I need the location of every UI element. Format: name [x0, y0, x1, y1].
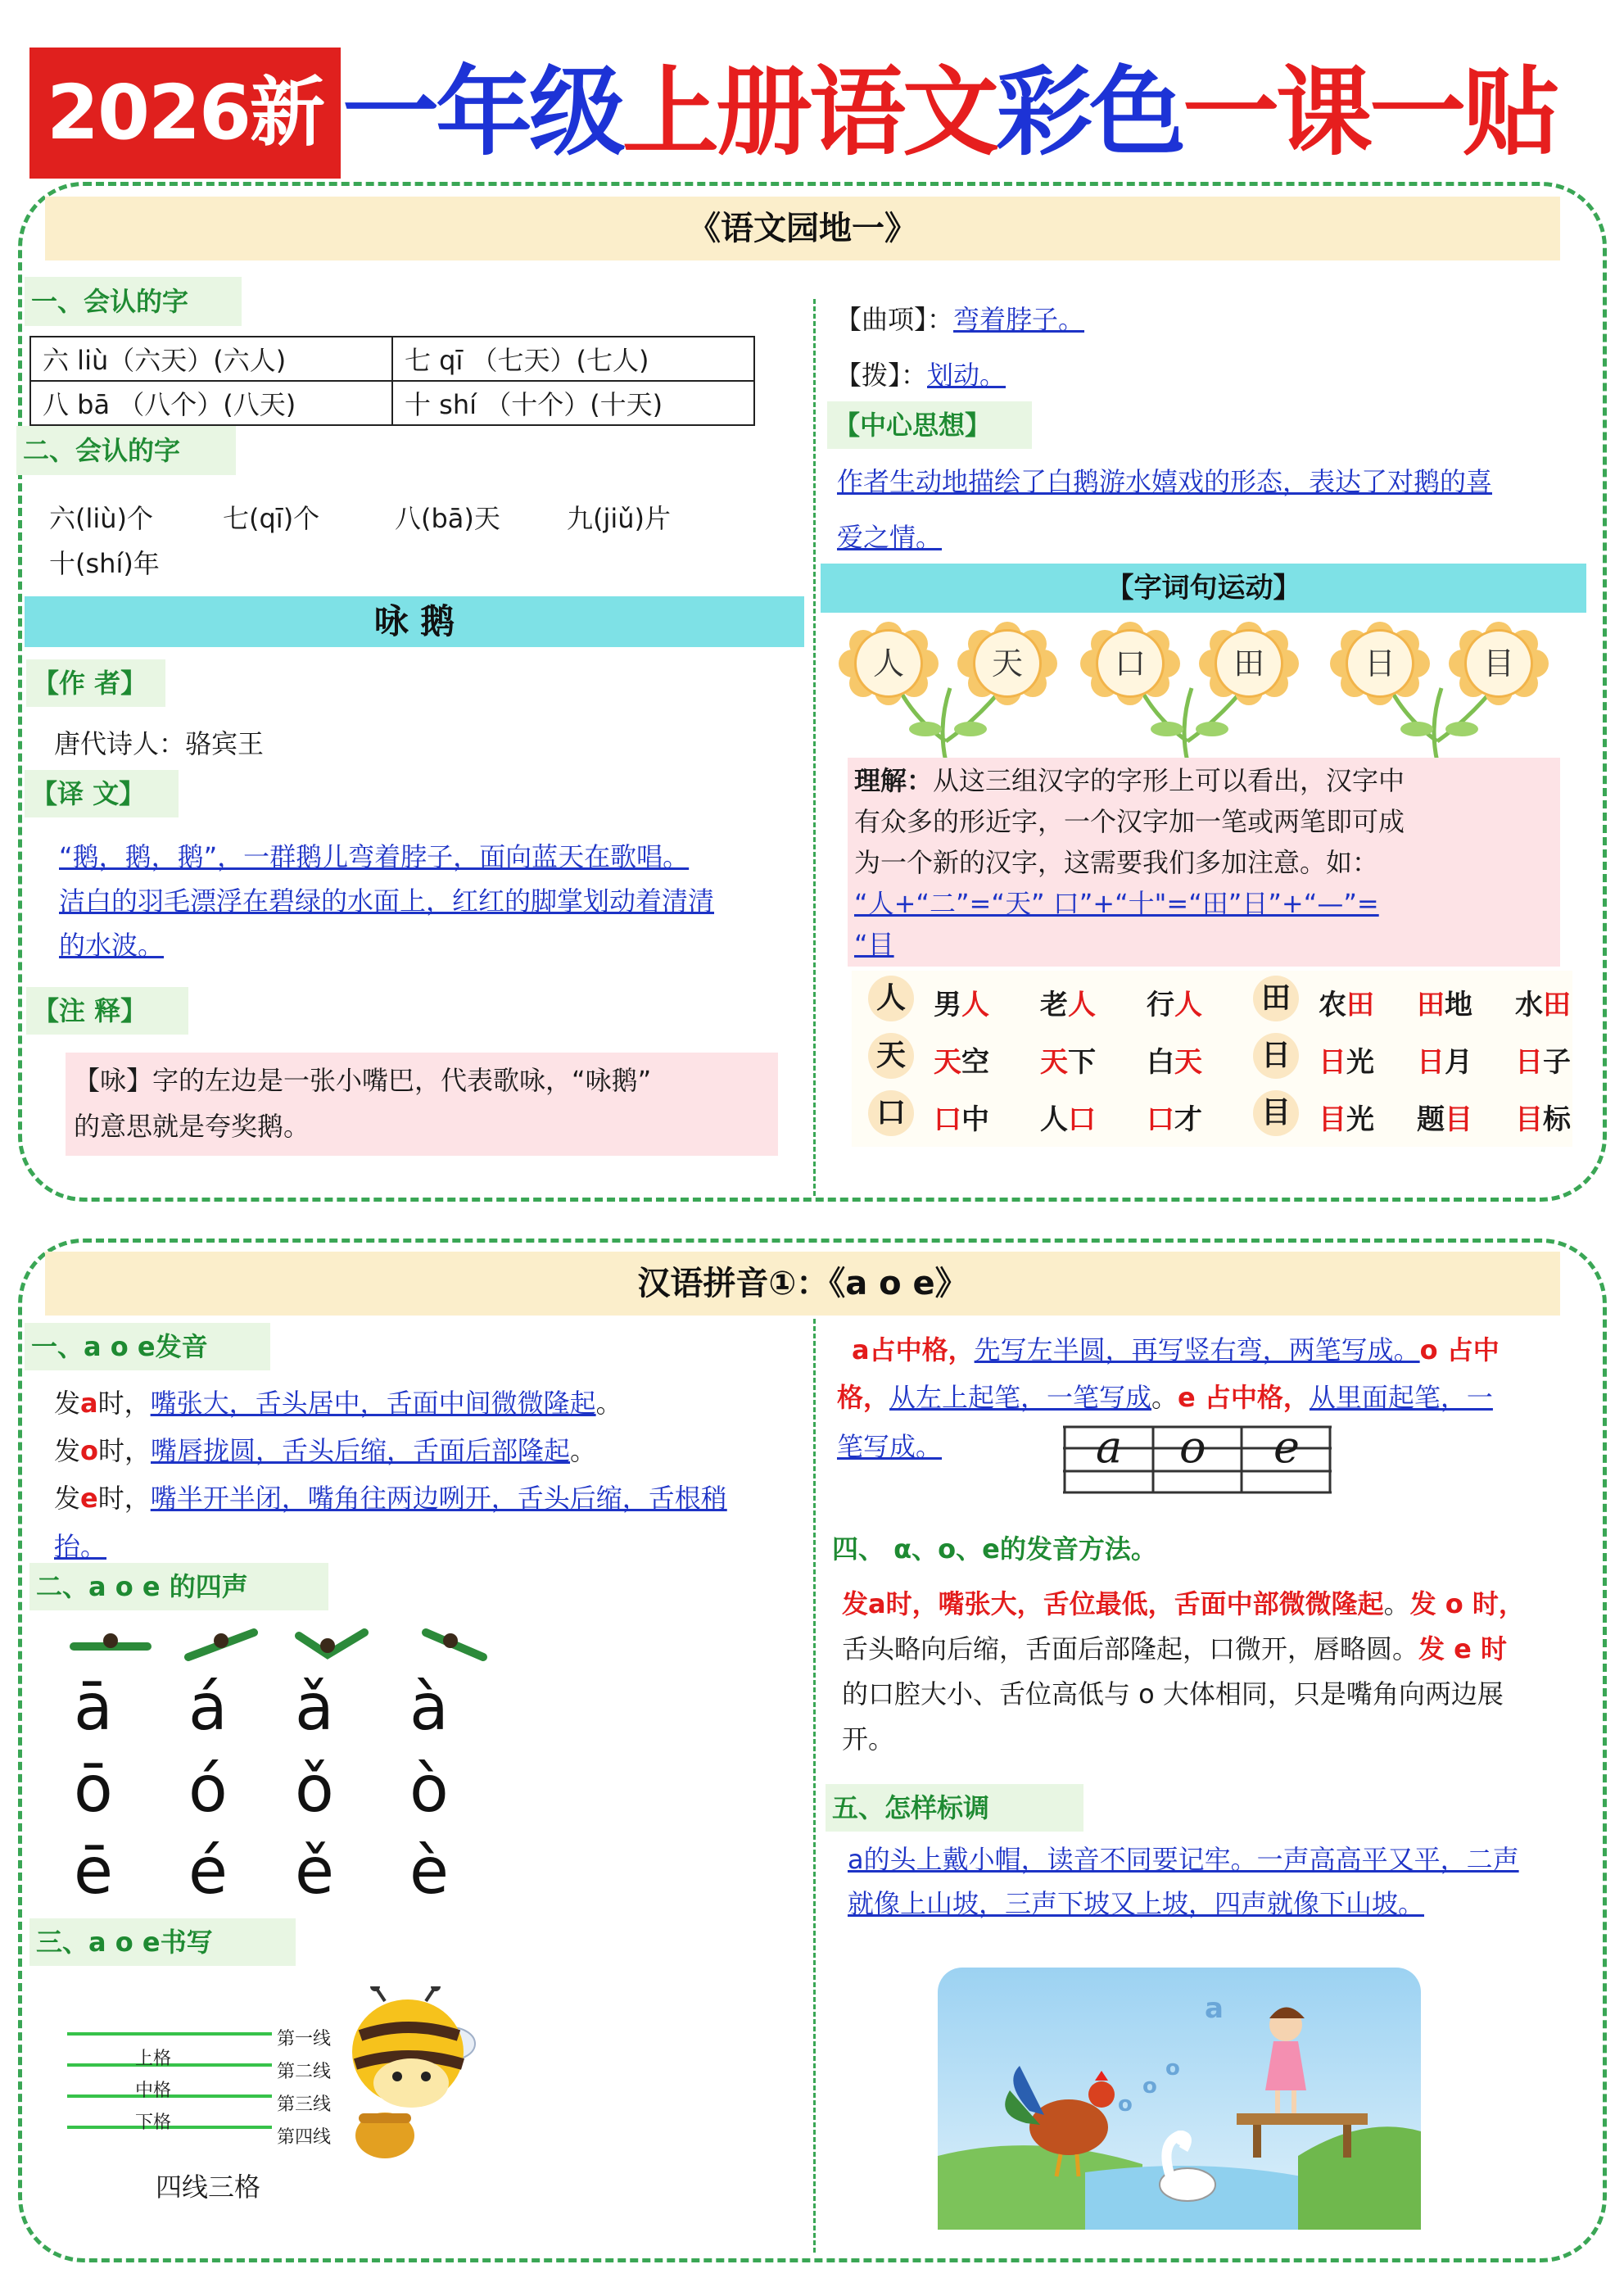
grid-word-char: 人 — [961, 989, 989, 1021]
label-line-3: 第三线 — [277, 2094, 332, 2115]
grid-word-char: 下 — [1068, 1046, 1096, 1079]
understand-line-1: 理解：从这三组汉字的字形上可以看出，汉字中 — [854, 765, 1405, 796]
tone-icons — [66, 1618, 508, 1667]
grid-word-char: 田 — [1417, 989, 1445, 1021]
tone-letter: ǎ — [295, 1671, 334, 1745]
scene-letter: o — [1142, 2074, 1157, 2099]
section-four-tones: 二、a o e 的四声 — [29, 1563, 328, 1610]
flower-char: 田 — [1215, 629, 1283, 698]
method-segment: 开。 — [842, 1723, 895, 1755]
table-cell: 十 shí （十个）(十天) — [392, 381, 754, 425]
pronounce-cont: 抬。 — [54, 1531, 107, 1562]
pronounce-letter: e — [80, 1483, 98, 1514]
recognize-table — [29, 336, 755, 426]
write-segment: 先写左半圆，再写竖右弯，两笔写成。 — [974, 1334, 1420, 1365]
grid-key-char — [1253, 1090, 1299, 1136]
grid-word — [1040, 1097, 1096, 1137]
word-ten: 十(shí)年 — [49, 548, 160, 579]
quxiang-row — [835, 297, 1084, 342]
flower-char: 口 — [1096, 629, 1165, 698]
grid-key-circle: 日 — [1253, 1033, 1299, 1079]
flower-char: 日 — [1346, 629, 1414, 698]
section-aoe-writing: 三、a o e书写 — [29, 1918, 296, 1966]
grid-word-char: 白 — [1147, 1046, 1174, 1079]
section-pronounce-method: 四、 α、o、e的发音方法。 — [826, 1525, 1215, 1573]
tone-letter: à — [409, 1671, 449, 1745]
pronounce-postfix: 时， — [97, 1483, 151, 1514]
grid-word-char: 空 — [961, 1046, 989, 1079]
grid-word-char: 标 — [1543, 1103, 1571, 1136]
translation-line-2: 洁白的羽毛漂浮在碧绿的水面上，红红的脚掌划动着清清 — [59, 885, 715, 917]
bo-row — [835, 352, 1006, 398]
bo-label: 【拨】： — [835, 360, 928, 391]
write-segment: 。 — [1151, 1382, 1178, 1413]
grid-key-char — [1253, 1033, 1299, 1079]
notes-box — [66, 1053, 778, 1156]
method-segment: 舌头略向后缩，舌面后部隆起，口微开，唇略圆。 — [842, 1633, 1419, 1664]
method-line — [842, 1581, 1525, 1627]
grid-word — [1147, 982, 1202, 1022]
pronounce-line — [54, 1380, 622, 1426]
table-row — [30, 337, 754, 381]
quxiang-label: 【曲项】： — [835, 304, 954, 335]
grid-word — [1147, 1039, 1202, 1080]
table-cell: 八 bā （八个）(八天) — [30, 381, 392, 425]
write-segment: a占中格， — [852, 1334, 975, 1365]
grid-word — [1515, 1097, 1571, 1137]
method-segment: 发a时，嘴张大，舌位最低，舌面中部微微隆起 — [842, 1588, 1384, 1619]
tone-letter: ō — [74, 1753, 113, 1827]
note-line-1: 【咏】字的左边是一张小嘴巴，代表歌咏，“咏鹅” — [74, 1065, 652, 1096]
grid-word-char: 日 — [1417, 1046, 1445, 1079]
write-segment: 从里面起笔，一 — [1309, 1382, 1493, 1413]
write-line-3: 笔写成。 — [837, 1431, 943, 1462]
grid-word — [1040, 982, 1096, 1022]
grid-word — [934, 1097, 989, 1137]
panel1-divider — [813, 299, 816, 1196]
grid-key-char — [1253, 976, 1299, 1021]
write-letter-e: e — [1273, 1421, 1300, 1473]
method-segment: 发 o 时， — [1409, 1588, 1525, 1619]
grid-word-char: 农 — [1319, 989, 1346, 1021]
grid-word-char: 口 — [934, 1103, 961, 1136]
tone-mark-icons — [66, 1618, 508, 1667]
bee-illustration — [336, 1986, 479, 2167]
pronounce-prefix: 发 — [54, 1388, 81, 1419]
bee-icon — [336, 1986, 479, 2167]
understand-line-3: 为一个新的汉字，这需要我们多加注意。如： — [854, 847, 1379, 878]
title-part-3: 彩色 — [996, 56, 1183, 169]
grid-word-char: 水 — [1515, 989, 1543, 1021]
pronounce-text: 嘴唇拢圆，舌头后缩，舌面后部隆起 — [151, 1435, 571, 1466]
word-seven: 七(qī)个 — [223, 503, 320, 534]
pronounce-postfix: 时， — [97, 1388, 151, 1419]
bo-text: 划动。 — [927, 360, 1007, 391]
method-line — [842, 1671, 1504, 1717]
grid-word — [1040, 1039, 1096, 1080]
word-activity-bar: 【字词句运动】 — [821, 564, 1586, 613]
note-line-2: 的意思就是夸奖鹅。 — [74, 1111, 310, 1142]
method-line — [842, 1626, 1507, 1672]
center-line-1: 作者生动地描绘了白鹅游水嬉戏的形态，表达了对鹅的喜 — [837, 466, 1493, 497]
translation-line-3: 的水波。 — [59, 930, 165, 961]
quxiang-text: 弯着脖子。 — [953, 304, 1085, 335]
tone-letter: ò — [409, 1753, 449, 1827]
grid-word-char: 地 — [1445, 989, 1472, 1021]
tone-letter: è — [409, 1835, 449, 1909]
grid-key-circle: 田 — [1253, 976, 1299, 1021]
grid-word — [1417, 982, 1472, 1022]
table-cell: 六 liù（六天）(六人) — [30, 337, 392, 381]
method-segment: 的口腔大小、舌位高低与 o 大体相同，只是嘴角向两边展 — [842, 1678, 1504, 1710]
grid-word — [934, 982, 989, 1022]
word-grid — [852, 971, 1572, 1147]
grid-word — [1417, 1039, 1472, 1080]
grid-word-char: 口 — [1068, 1103, 1096, 1136]
grid-word — [1515, 1039, 1571, 1080]
pronounce-end: 。 — [570, 1435, 597, 1466]
pronounce-prefix: 发 — [54, 1483, 81, 1514]
header-badge: 2026新 — [29, 48, 341, 179]
grid-key-char — [868, 1090, 914, 1136]
grid-key-char — [868, 1033, 914, 1079]
author-tag: 【作 者】 — [26, 659, 165, 707]
tone-letter: ě — [295, 1835, 334, 1909]
section-recognize-1: 一、会认的字 — [25, 277, 242, 326]
method-segment: 。 — [1383, 1588, 1410, 1619]
section-aoe-pronounce: 一、a o e发音 — [25, 1323, 270, 1370]
understand-box — [848, 758, 1560, 967]
pronounce-prefix: 发 — [54, 1435, 81, 1466]
table-cell: 七 qī （七天）(七人) — [392, 337, 754, 381]
grid-key-char — [868, 976, 914, 1021]
grid-word-char: 人 — [1040, 1103, 1068, 1136]
grid-word-char: 天 — [1040, 1046, 1068, 1079]
method-line — [842, 1716, 894, 1762]
grid-word-char: 目 — [1445, 1103, 1472, 1136]
label-lower-grid: 下格 — [135, 2113, 172, 2133]
tone-letter: é — [188, 1835, 228, 1909]
tone-letter: ó — [188, 1753, 228, 1827]
grid-word — [1147, 1097, 1202, 1137]
grid-word — [1319, 1097, 1374, 1137]
pronounce-postfix: 时， — [98, 1435, 152, 1466]
pronounce-letter: a — [80, 1388, 98, 1419]
understand-line-2: 有众多的形近字，一个汉字加一笔或两笔即可成 — [854, 806, 1405, 837]
grid-word-char: 光 — [1346, 1103, 1374, 1136]
tone-letter: ā — [74, 1671, 113, 1745]
pronounce-end: 。 — [595, 1388, 622, 1419]
grid-word — [1319, 982, 1374, 1022]
flower-heads — [844, 627, 1581, 762]
formula-line-2: “目 — [854, 929, 894, 960]
grid-word-char: 人 — [1068, 989, 1096, 1021]
grid-word-char: 口 — [1147, 1103, 1174, 1136]
label-line-2: 第二线 — [277, 2062, 332, 2082]
grid-word — [1515, 982, 1571, 1022]
grid-word-char: 男 — [934, 989, 961, 1021]
grid-word-char: 题 — [1417, 1103, 1445, 1136]
label-line-1: 第一线 — [277, 2029, 332, 2049]
panel2-divider — [813, 1319, 816, 2253]
word-nine: 九(jiǔ)片 — [567, 503, 672, 534]
label-middle-grid: 中格 — [135, 2081, 172, 2101]
grid-word-char: 田 — [1346, 989, 1374, 1021]
panel1-banner: 《语文园地一》 — [45, 197, 1560, 260]
title-part-5: 一贴 — [1369, 56, 1557, 169]
tone-grid — [66, 1671, 524, 1917]
write-letter-o: o — [1179, 1421, 1206, 1473]
tone-rule-line-2: 就像上山坡，三声下坡又上坡，四声就像下山坡。 — [848, 1888, 1425, 1919]
grid-word-char: 日 — [1319, 1046, 1346, 1079]
grid-word — [1319, 1039, 1374, 1080]
panel2-banner: 汉语拼音①：《a o e》 — [45, 1252, 1560, 1316]
grid-word-char: 目 — [1515, 1103, 1543, 1136]
write-segment: 从左上起笔，一笔写成 — [889, 1382, 1152, 1413]
method-segment: 发 e 时 — [1418, 1633, 1508, 1664]
grid-word-char: 行 — [1147, 989, 1174, 1021]
grid-word-char: 日 — [1515, 1046, 1543, 1079]
grid-word-char: 目 — [1319, 1103, 1346, 1136]
pronounce-text: 嘴半开半闭，嘴角往两边咧开，舌头后缩，舌根稍 — [150, 1483, 727, 1514]
understand-label: 理解： — [854, 765, 934, 796]
title-part-2: 上册语文 — [622, 56, 997, 169]
section-tone-marking: 五、怎样标调 — [826, 1784, 1083, 1832]
title-part-4: 一课 — [1183, 56, 1370, 169]
author-text: 唐代诗人：骆宾王 — [54, 728, 265, 759]
grid-word-char: 天 — [934, 1046, 961, 1079]
label-line-4: 第四线 — [277, 2127, 332, 2148]
formula-line: “人+“二”=“天” 口”+“十"=“田”日”+“—”= — [854, 888, 1379, 919]
flower-char: 人 — [854, 629, 923, 698]
scene-letters — [938, 1968, 1421, 2230]
center-idea-tag: 【中心思想】 — [827, 401, 1032, 449]
header-title — [342, 51, 1556, 174]
title-part-1: 一年级 — [342, 56, 623, 169]
write-segment: e 占中格， — [1178, 1382, 1310, 1413]
tone-letter: ǒ — [295, 1753, 334, 1827]
grid-word-char: 中 — [961, 1103, 989, 1136]
grid-key-circle: 目 — [1253, 1090, 1299, 1136]
grid-word-char: 光 — [1346, 1046, 1374, 1079]
pronounce-line — [54, 1475, 727, 1521]
pronounce-line — [54, 1428, 596, 1474]
write-letter-a: a — [1096, 1421, 1123, 1473]
grid-word-char: 才 — [1174, 1103, 1202, 1136]
write-line-2 — [837, 1374, 1493, 1420]
tone-letter: ē — [74, 1835, 113, 1909]
word-six: 六(liù)个 — [49, 503, 154, 534]
translation-tag: 【译 文】 — [25, 770, 179, 817]
four-line-caption: 四线三格 — [156, 2171, 261, 2203]
write-segment: o 占中 — [1419, 1334, 1500, 1365]
poem-title: 咏 鹅 — [25, 596, 804, 647]
write-line-1 — [852, 1327, 1500, 1373]
grid-key-circle: 人 — [868, 976, 914, 1021]
grid-key-circle: 天 — [868, 1033, 914, 1079]
grid-word-char: 子 — [1543, 1046, 1571, 1079]
scene-letter: a — [1205, 1992, 1224, 2025]
grid-word-char: 月 — [1445, 1046, 1472, 1079]
grid-word-char: 老 — [1040, 989, 1068, 1021]
flower-char: 目 — [1464, 629, 1533, 698]
scene-letter: o — [1165, 2056, 1180, 2081]
grid-word-char: 天 — [1174, 1046, 1202, 1079]
center-line-2: 爱之情。 — [837, 522, 943, 553]
table-row — [30, 381, 754, 425]
write-segment: 格， — [837, 1382, 890, 1413]
grid-word — [934, 1039, 989, 1080]
grid-word-char: 人 — [1174, 989, 1202, 1021]
translation-line-1: “鹅，鹅，鹅”，一群鹅儿弯着脖子，面向蓝天在歌唱。 — [59, 841, 690, 872]
label-upper-grid: 上格 — [135, 2049, 172, 2069]
tone-rule-line-1: a的头上戴小帽，读音不同要记牢。一声高高平又平，二声 — [848, 1844, 1519, 1875]
section-recognize-2: 二、会认的字 — [16, 426, 236, 475]
notes-tag: 【注 释】 — [26, 987, 188, 1035]
word-eight: 八(bā)天 — [395, 503, 500, 534]
grid-word — [1417, 1097, 1472, 1137]
grid-word-char: 田 — [1543, 989, 1571, 1021]
scene-letter: o — [1118, 2092, 1133, 2117]
tone-letter: á — [188, 1671, 228, 1745]
pronounce-letter: o — [80, 1435, 98, 1466]
pronounce-text: 嘴张大，舌头居中，舌面中间微微隆起 — [150, 1388, 596, 1419]
flower-char: 天 — [973, 629, 1042, 698]
grid-key-circle: 口 — [868, 1090, 914, 1136]
